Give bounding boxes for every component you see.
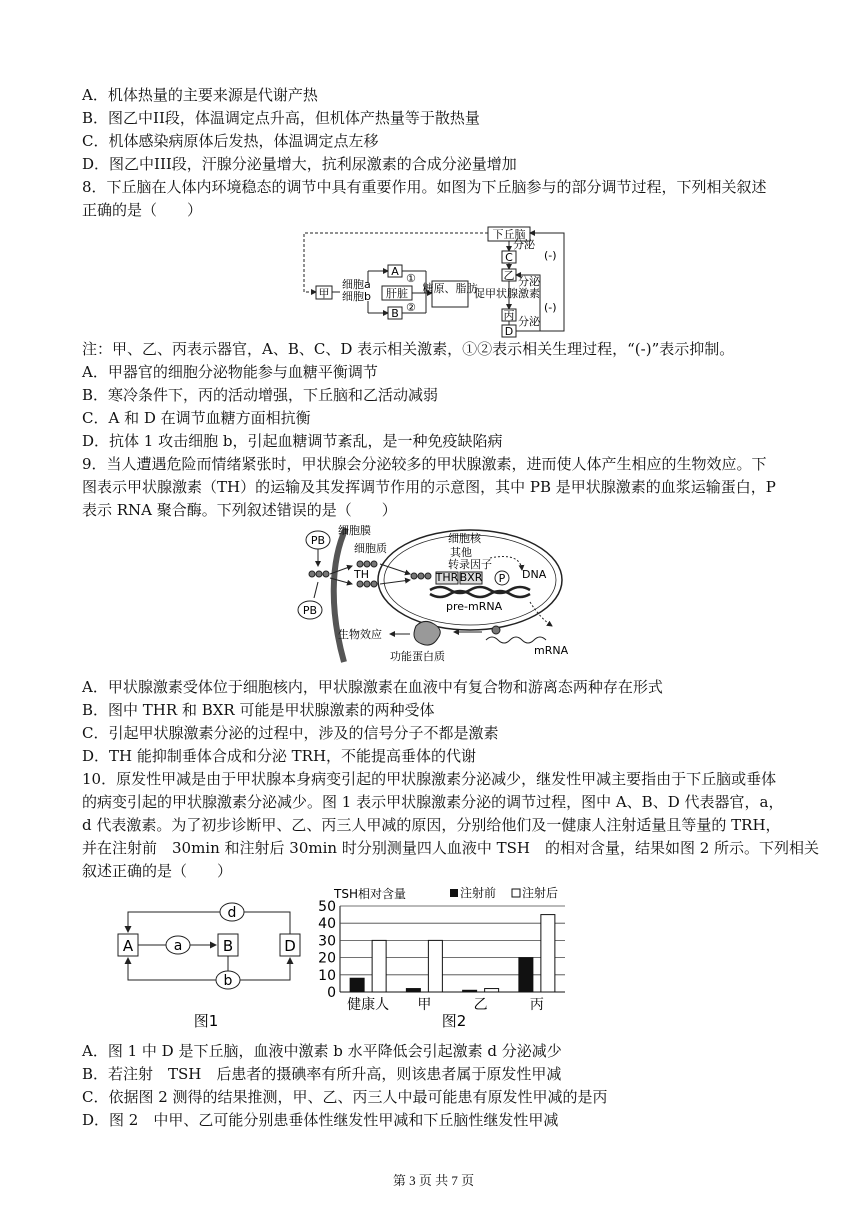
hormone-d-label: D bbox=[504, 325, 514, 338]
q9-stem-line2: 图表示甲状腺激素（TH）的运输及其发挥调节作用的示意图，其中 PB 是甲状腺激素的血浆运输蛋白，P bbox=[82, 478, 776, 496]
fig1-hormone-d: d bbox=[227, 905, 237, 921]
q9-option-c: C．引起甲状腺激素分泌的过程中，涉及的信号分子不都是激素 bbox=[82, 724, 499, 742]
other-label: 其他 bbox=[450, 546, 472, 559]
y-tick-label: 40 bbox=[318, 916, 336, 933]
cell-b-label: 细胞b bbox=[342, 290, 371, 303]
cell-a-label: 细胞a bbox=[342, 278, 371, 291]
q9-option-a: A．甲状腺激素受体位于细胞核内，甲状腺激素在血液中有复合物和游离态两种存在形式 bbox=[82, 678, 663, 696]
inhibit-label-2: (-) bbox=[544, 301, 557, 314]
nucleus-label: 细胞核 bbox=[448, 532, 481, 545]
fig1-caption: 图1 bbox=[193, 1012, 219, 1030]
pb-top-label: PB bbox=[310, 534, 326, 547]
fig2-caption: 图2 bbox=[441, 1012, 467, 1030]
secrete-label-2: 分泌 bbox=[518, 275, 540, 288]
y-tick-label: 20 bbox=[318, 950, 336, 967]
q8-stem-line2: 正确的是（ ） bbox=[82, 201, 203, 219]
legend-label-before: 注射前 bbox=[460, 886, 497, 900]
secrete-label-1: 分泌 bbox=[513, 238, 535, 251]
bar-before bbox=[463, 990, 477, 992]
liver-label: 肝脏 bbox=[386, 287, 408, 300]
q8-option-d: D．抗体 1 攻击细胞 b，引起血糖调节紊乱，是一种免疫缺陷病 bbox=[82, 432, 503, 450]
bar-after bbox=[428, 940, 442, 992]
fig1-hormone-b: b bbox=[223, 973, 233, 989]
rna-polymerase-label: P bbox=[498, 572, 506, 585]
x-tick-label: 丙 bbox=[529, 997, 544, 1013]
bar-after bbox=[372, 940, 386, 992]
q10-option-c: C．依据图 2 测得的结果推测，甲、乙、丙三人中最可能患有原发性甲减的是丙 bbox=[82, 1088, 608, 1106]
tf-label: 转录因子 bbox=[448, 558, 492, 571]
x-tick-label: 乙 bbox=[473, 997, 488, 1013]
hormone-b-label: B bbox=[391, 307, 399, 320]
legend-label-after: 注射后 bbox=[522, 886, 559, 900]
bar-before bbox=[519, 958, 533, 992]
membrane-label: 细胞膜 bbox=[338, 524, 371, 537]
fig1-hormone-a: a bbox=[173, 938, 183, 954]
x-tick-label: 健康人 bbox=[347, 997, 390, 1013]
q8-option-a: A．甲器官的细胞分泌物能参与血糖平衡调节 bbox=[82, 363, 378, 381]
effect-label: 生物效应 bbox=[338, 628, 382, 641]
q10-option-a: A．图 1 中 D 是下丘脑，血液中激素 b 水平降低会引起激素 d 分泌减少 bbox=[82, 1042, 562, 1060]
legend-swatch-before bbox=[450, 889, 458, 897]
y-tick-label: 0 bbox=[327, 985, 336, 1001]
q10-figure1 bbox=[110, 892, 310, 1030]
hormone-c-label: C bbox=[505, 251, 513, 264]
q10-stem-line4: 并在注射前 30min 和注射后 30min 时分别测量四人血液中 TSH 的相对含量，结果如图 2 所示。下列相关 bbox=[82, 839, 820, 857]
q8-option-c: C．A 和 D 在调节血糖方面相抗衡 bbox=[82, 409, 311, 427]
x-tick-label: 甲 bbox=[417, 997, 432, 1013]
q7-option-c: C．机体感染病原体后发热，体温调定点左移 bbox=[82, 132, 379, 150]
fig1-organ-b: B bbox=[222, 937, 234, 955]
process-2-label: ② bbox=[406, 301, 416, 314]
bar-before bbox=[406, 989, 420, 992]
q7-option-d: D．图乙中III段，汗腺分泌量增大，抗利尿激素的合成分泌量增加 bbox=[82, 155, 517, 173]
q10-figure2-chart bbox=[310, 880, 570, 1030]
bar-after bbox=[541, 915, 555, 992]
secrete-label-3: 分泌 bbox=[518, 315, 540, 328]
q10-option-d: D．图 2 中甲、乙可能分别患垂体性继发性甲减和下丘脑性继发性甲减 bbox=[82, 1111, 559, 1129]
q10-stem-line3: d 代表激素。为了初步诊断甲、乙、丙三人甲减的原因，分别给他们及一健康人注射适量且等量的 TRH， bbox=[82, 816, 781, 834]
y-tick-label: 10 bbox=[318, 967, 336, 984]
pb-bottom-label: PB bbox=[302, 604, 318, 617]
q10-stem-line1: 10．原发性甲减是由于甲状腺本身病变引起的甲状腺激素分泌减少，继发性甲减主要指由于下丘脑或垂体 bbox=[82, 770, 777, 788]
fig1-organ-a: A bbox=[122, 937, 134, 955]
dna-label: DNA bbox=[522, 568, 547, 581]
q7-option-b: B．图乙中II段，体温调定点升高，但机体产热量等于散热量 bbox=[82, 109, 480, 127]
inhibit-label-1: (-) bbox=[544, 249, 557, 262]
q10-option-b: B．若注射 TSH 后患者的摄碘率有所升高，则该患者属于原发性甲减 bbox=[82, 1065, 562, 1083]
tsh-label: 促甲状腺激素 bbox=[474, 287, 540, 300]
process-1-label: ① bbox=[406, 272, 416, 285]
q8-stem-line1: 8．下丘脑在人体内环境稳态的调节中具有重要作用。如图为下丘脑参与的部分调节过程，下列相关叙述 bbox=[82, 178, 767, 196]
organ-jia-label: 甲 bbox=[318, 287, 330, 300]
y-tick-label: 50 bbox=[318, 899, 336, 915]
pre-mrna-label: pre-mRNA bbox=[446, 600, 503, 613]
chart-title: TSH相对含量 bbox=[334, 887, 406, 901]
q10-stem-line2: 的病变引起的甲状腺激素分泌减少。图 1 表示甲状腺激素分泌的调节过程，图中 A、B、D 代表器官，a， bbox=[82, 793, 784, 811]
mrna-label: mRNA bbox=[534, 644, 569, 657]
protein-label: 功能蛋白质 bbox=[390, 650, 445, 663]
q8-note: 注：甲、乙、丙表示器官，A、B、C、D 表示相关激素，①②表示相关生理过程，“(-)”表示抑制。 bbox=[82, 340, 735, 358]
legend-swatch-after bbox=[512, 889, 520, 897]
sugar-fat-label: 糖原、脂肪 bbox=[422, 282, 478, 295]
hypothalamus-label: 下丘脑 bbox=[492, 228, 526, 241]
bar-after bbox=[485, 989, 499, 992]
organ-bing-label: 丙 bbox=[503, 309, 515, 322]
organ-yi-label: 乙 bbox=[503, 269, 515, 282]
q7-option-a: A．机体热量的主要来源是代谢产热 bbox=[82, 86, 318, 104]
q9-th-diagram bbox=[290, 522, 580, 664]
th-label: TH bbox=[354, 568, 369, 581]
bar-before bbox=[350, 978, 364, 992]
q10-stem-line5: 叙述正确的是（ ） bbox=[82, 862, 233, 880]
q8-regulation-diagram bbox=[296, 225, 586, 340]
q8-option-b: B．寒冷条件下，丙的活动增强，下丘脑和乙活动减弱 bbox=[82, 386, 439, 404]
page-footer: 第 3 页 共 7 页 bbox=[392, 1173, 475, 1188]
y-tick-label: 30 bbox=[318, 933, 336, 950]
hormone-a-label: A bbox=[391, 265, 399, 278]
thr-label: THR bbox=[435, 571, 459, 584]
q9-stem-line1: 9．当人遭遇危险而情绪紧张时，甲状腺会分泌较多的甲状腺激素，进而使人体产生相应的生物效应。下 bbox=[82, 455, 767, 473]
cytoplasm-label: 细胞质 bbox=[354, 542, 387, 555]
bxr-label: BXR bbox=[459, 571, 483, 584]
q9-option-d: D．TH 能抑制垂体合成和分泌 TRH，不能提高垂体的代谢 bbox=[82, 747, 477, 765]
q9-stem-line3: 表示 RNA 聚合酶。下列叙述错误的是（ ） bbox=[82, 501, 397, 519]
q9-option-b: B．图中 THR 和 BXR 可能是甲状腺激素的两种受体 bbox=[82, 701, 435, 719]
fig1-organ-d: D bbox=[284, 937, 296, 955]
